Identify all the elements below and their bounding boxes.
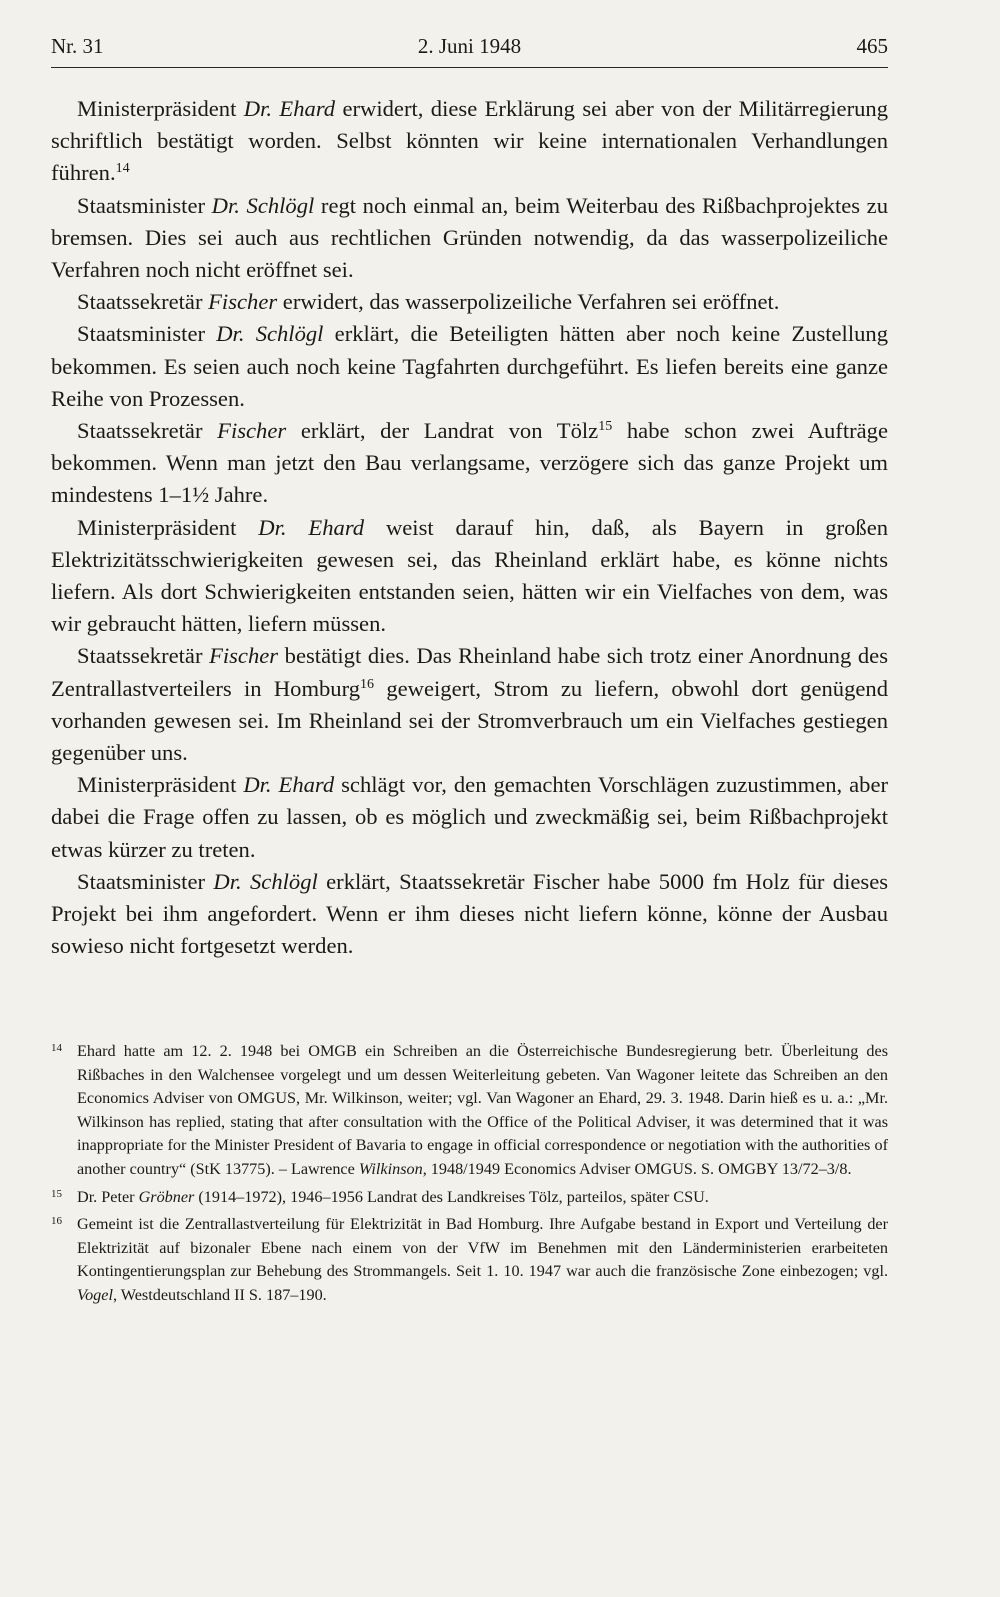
text-run: Staatssekretär — [77, 643, 210, 669]
para-fischer-2 — [51, 415, 888, 512]
text-run: bestätigt dies. Das Rheinland habe sich trotz einer Anordnung des Zentrallastverteilers in Homburg — [51, 643, 888, 701]
footnote-number: 16 — [51, 1215, 62, 1228]
body-text — [51, 93, 888, 962]
issue-number: Nr. 31 — [51, 34, 104, 58]
person-name: Dr. Ehard — [243, 772, 335, 798]
footnote-reference: 14 — [115, 161, 130, 177]
running-head-date: 2. Juni 1948 — [417, 34, 522, 58]
text-run: Ehard hatte am 12. 2. 1948 bei OMGB ein Schreiben an die Österreichische Bundesregierung betr. Überleitung des Rißbaches in den Walchensee vorgelegt und um dessen Weiterleitung gebeten. Van Wagoner leitete das Schreiben an den Economics Adviser von OMGUS, Mr. Wilkinson, weiter; vgl. Van Wagoner an Ehard, 29. 3. 1948. Darin hieß es u. a.: „Mr. Wilkinson has replied, stating that after consultation with the Office of the Political Adviser, it was determined that it was inappropriate for the Minister President of Bavaria to engage in official correspondence or negotiation with the authorities of another country“ (StK 13775). – Lawrence — [77, 1042, 888, 1178]
para-schloegl-2 — [51, 318, 888, 415]
text-run: Dr. Peter — [77, 1187, 139, 1206]
text-run: geweigert, Strom zu liefern, obwohl dort genügend vorhanden gewesen sei. Im Rheinland sei der Stromverbrauch um ein Vielfaches gestiegen gegenüber uns. — [51, 675, 888, 766]
para-ehard-1 — [51, 93, 888, 190]
footnote-number: 15 — [51, 1187, 62, 1200]
footnotes-section — [51, 1040, 888, 1312]
text-run: Gemeint ist die Zentrallastverteilung für Elektrizität in Bad Homburg. Ihre Aufgabe bestand in Export und Verteilung der Elektrizität auf bizonaler Ebene nach einem von der VfW im Benehmen mit den Länderministerien erarbeiteten Kontingentierungsplan zur Behebung des Strommangels. Seit 1. 10. 1947 war auch die französische Zone einbezogen; vgl. — [77, 1215, 888, 1281]
text-run: Staatsminister — [77, 321, 217, 347]
header-rule — [51, 67, 888, 68]
footnote-reference: 15 — [598, 418, 613, 434]
person-name: Vogel — [77, 1285, 113, 1304]
footnote-number: 14 — [51, 1042, 62, 1054]
text-run: , Westdeutschland II S. 187–190. — [112, 1285, 327, 1304]
text-run: schlägt vor, den gemachten Vorschlägen zuzustimmen, aber dabei die Frage offen zu lassen, ob es möglich und zweckmäßig sei, beim Rißbachprojekt etwas kürzer zu treten. — [51, 772, 889, 862]
text-run: erwidert, diese Erklärung sei aber von der Militärregierung schriftlich bestätigt worden. Selbst könnten wir keine internationalen Verhandlungen führen. — [51, 96, 888, 186]
text-run: Staatsminister — [77, 868, 214, 894]
text-run: erklärt, Staatssekretär Fischer habe 5000 fm Holz für dieses Projekt bei ihm angefordert. Wenn er ihm dieses nicht liefern könne, könne der Ausbau sowieso nicht fortgesetzt werden. — [51, 868, 889, 959]
person-name: Dr. Schlögl — [213, 868, 318, 894]
footnote-16 — [51, 1213, 888, 1307]
text-run: erklärt, die Beteiligten hätten aber noch keine Zustellung bekommen. Es seien auch noch keine Tagfahrten durchgeführt. Es liefen bereits eine ganze Reihe von Prozessen. — [51, 321, 889, 411]
person-name: Fischer — [208, 289, 278, 315]
text-run: erklärt, der Landrat von Tölz — [286, 418, 599, 444]
person-name: Wilkinson — [358, 1159, 423, 1178]
text-run: Staatssekretär — [77, 289, 209, 315]
para-fischer-1 — [51, 286, 888, 318]
person-name: Dr. Schlögl — [211, 192, 315, 218]
person-name: Dr. Schlögl — [216, 321, 324, 347]
text-run: weist darauf hin, daß, als Bayern in großen Elektrizitätsschwierigkeiten gewesen sei, das Rheinland erklärt habe, es könne nichts liefern. Als dort Schwierigkeiten entstanden seien, hätten wir ein Vielfaches von dem, was wir gebraucht hätten, liefern müssen. — [51, 514, 889, 637]
footnote-14 — [51, 1040, 888, 1182]
para-schloegl-3 — [51, 866, 888, 963]
para-ehard-3 — [51, 769, 888, 866]
text-run: , 1948/1949 Economics Adviser OMGUS. S. OMGBY 13/72–3/8. — [422, 1159, 852, 1178]
person-name: Dr. Ehard — [243, 96, 336, 121]
para-schloegl-1 — [51, 190, 888, 287]
para-ehard-2 — [51, 512, 888, 641]
text-run: habe schon zwei Aufträge bekommen. Wenn man jetzt den Bau verlangsame, verzögere sich das ganze Projekt um mindestens 1–1½ Jahre. — [51, 418, 888, 508]
text-run: Ministerpräsident — [77, 772, 244, 798]
text-run: Staatsminister — [77, 192, 212, 218]
person-name: Dr. Ehard — [258, 514, 365, 540]
running-head — [51, 34, 888, 68]
text-run: (1914–1972), 1946–1956 Landrat des Landkreises Tölz, parteilos, später CSU. — [194, 1187, 709, 1206]
page-number: 465 — [856, 34, 888, 58]
text-run: Ministerpräsident — [77, 96, 244, 121]
person-name: Fischer — [217, 418, 287, 444]
text-run: Ministerpräsident — [77, 514, 259, 540]
person-name: Gröbner — [138, 1187, 195, 1206]
text-run: erwidert, das wasserpolizeiliche Verfahren sei eröffnet. — [277, 289, 780, 315]
text-run: regt noch einmal an, beim Weiterbau des Rißbachprojektes zu bremsen. Dies sei auch aus rechtlichen Gründen notwendig, da das wasserpolizeiliche Verfahren noch nicht eröffnet sei. — [51, 192, 888, 283]
para-fischer-3 — [51, 640, 888, 769]
text-run: Staatssekretär — [77, 418, 218, 444]
footnote-reference: 16 — [360, 676, 375, 692]
person-name: Fischer — [209, 643, 279, 669]
footnote-15 — [51, 1186, 888, 1210]
